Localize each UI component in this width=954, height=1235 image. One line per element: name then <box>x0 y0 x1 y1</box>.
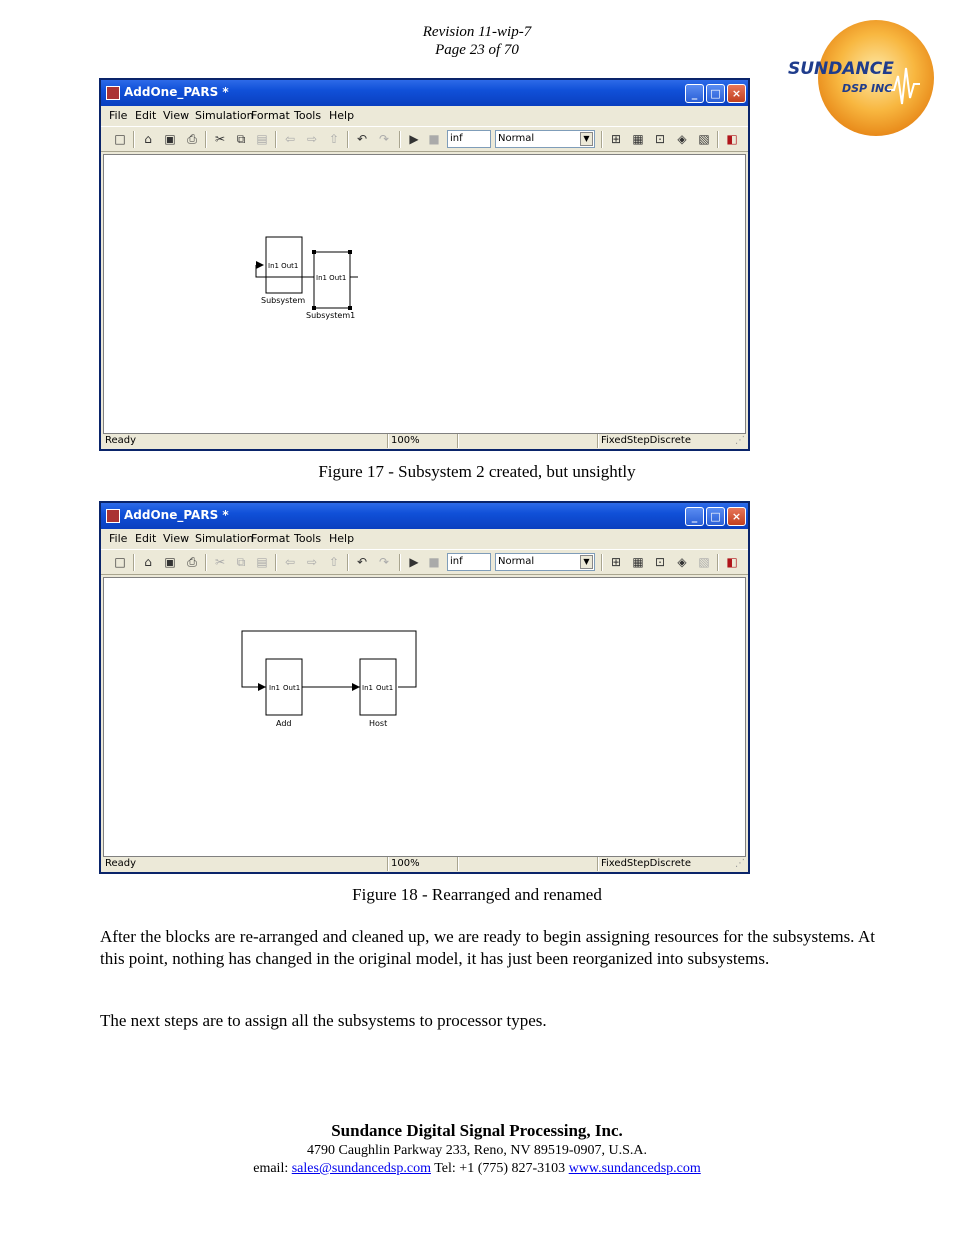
menu-bar <box>101 529 748 549</box>
footer-address: 4790 Caughlin Parkway 233, Reno, NV 89519-0907, U.S.A. <box>306 1143 647 1158</box>
host-name: Host <box>369 719 388 728</box>
menu-format[interactable]: Format <box>251 109 290 122</box>
start-simulation-icon[interactable]: ▶ <box>409 132 419 146</box>
library-browser-icon[interactable]: ▦ <box>632 555 644 569</box>
stop-simulation-icon[interactable]: ■ <box>428 132 440 146</box>
status-solver: FixedStepDiscrete <box>601 858 691 869</box>
menu-edit[interactable]: Edit <box>135 532 157 545</box>
paste-icon[interactable]: ▤ <box>256 555 268 569</box>
subsystem1-ports-label: In1 Out1 <box>316 274 347 282</box>
print-icon[interactable]: ⎙ <box>187 132 197 146</box>
menu-simulation[interactable]: Simulation <box>195 109 254 122</box>
app-icon <box>106 509 120 523</box>
window-title: AddOne_PARS * <box>124 508 229 522</box>
add-name: Add <box>276 719 292 728</box>
status-solver: FixedStepDiscrete <box>601 435 691 446</box>
start-simulation-icon[interactable]: ▶ <box>409 555 419 569</box>
title-bar[interactable] <box>101 503 748 529</box>
simulation-mode-select[interactable] <box>495 130 595 148</box>
model-explorer-icon[interactable]: ⊡ <box>654 132 666 146</box>
debugger-icon[interactable]: ◈ <box>677 555 687 569</box>
undo-icon[interactable]: ↶ <box>356 555 368 569</box>
resize-grip-icon[interactable]: ⋰ <box>735 435 745 446</box>
library-browser-icon[interactable]: ▦ <box>632 132 644 146</box>
copy-icon[interactable]: ⧉ <box>236 132 246 146</box>
redo-icon[interactable]: ↷ <box>378 555 390 569</box>
revision-label: Revision 11-wip-7 <box>422 24 532 40</box>
menu-tools[interactable]: Tools <box>294 532 322 545</box>
forward-icon[interactable]: ⇨ <box>306 555 318 569</box>
menu-simulation[interactable]: Simulation <box>195 532 254 545</box>
model-canvas[interactable] <box>103 577 746 857</box>
minimize-button[interactable]: _ <box>685 84 704 103</box>
sundance-logo <box>786 18 936 142</box>
stop-time-input[interactable]: inf <box>447 553 491 571</box>
simulation-mode-value: Normal <box>498 556 535 567</box>
block-browser-icon[interactable]: ▧ <box>698 132 710 146</box>
subsystem1-name: Subsystem1 <box>306 311 356 320</box>
back-icon[interactable]: ⇦ <box>284 132 296 146</box>
up-icon[interactable]: ⇧ <box>328 132 340 146</box>
save-icon[interactable]: ▣ <box>164 555 176 569</box>
svg-text:SUNDANCE: SUNDANCE <box>788 59 894 79</box>
website-link[interactable]: www.sundancedsp.com <box>568 1161 701 1176</box>
new-file-icon[interactable]: □ <box>114 555 126 569</box>
simulink-window-fig18 <box>99 501 750 874</box>
save-icon[interactable]: ▣ <box>164 132 176 146</box>
footer-company: Sundance Digital Signal Processing, Inc. <box>331 1121 623 1140</box>
paragraph-1: After the blocks are re-arranged and cleaned up, we are ready to begin assigning resources for the subsystems. At this point, nothing has changed in the original model, it has just been reorganized into subsystems. <box>100 927 875 968</box>
debugger-icon[interactable]: ◈ <box>677 132 687 146</box>
host-input-arrow <box>352 683 360 691</box>
status-zoom: 100% <box>391 858 420 869</box>
toggle-icon[interactable]: ◧ <box>726 555 738 569</box>
toolbar <box>101 549 748 575</box>
host-out-label: Out1 <box>376 684 394 692</box>
menu-view[interactable]: View <box>163 109 190 122</box>
figure18-caption: Figure 18 - Rearranged and renamed <box>352 885 602 904</box>
menu-edit[interactable]: Edit <box>135 109 157 122</box>
new-file-icon[interactable]: □ <box>114 132 126 146</box>
up-icon[interactable]: ⇧ <box>328 555 340 569</box>
subsystem-ports-label: In1 Out1 <box>268 262 299 270</box>
back-icon[interactable]: ⇦ <box>284 555 296 569</box>
add-in-label: In1 <box>269 684 280 692</box>
close-button[interactable]: × <box>727 84 746 103</box>
paste-icon[interactable]: ▤ <box>256 132 268 146</box>
open-folder-icon[interactable]: ⌂ <box>144 555 152 569</box>
menu-view[interactable]: View <box>163 532 190 545</box>
stop-simulation-icon[interactable]: ■ <box>428 555 440 569</box>
model-explorer-icon[interactable]: ⊡ <box>654 555 666 569</box>
cut-icon[interactable]: ✂ <box>214 555 226 569</box>
cut-icon[interactable]: ✂ <box>214 132 226 146</box>
model-canvas[interactable] <box>103 154 746 434</box>
footer-contact <box>0 1161 954 1177</box>
status-bar <box>101 433 748 449</box>
menu-format[interactable]: Format <box>251 532 290 545</box>
maximize-button[interactable]: □ <box>706 507 725 526</box>
email-label: email: <box>253 1161 292 1176</box>
close-button[interactable]: × <box>727 507 746 526</box>
app-icon <box>106 86 120 100</box>
page-number: Page 23 of 70 <box>435 42 519 58</box>
simulation-mode-select[interactable] <box>495 553 595 571</box>
redo-icon[interactable]: ↷ <box>378 132 390 146</box>
figure17-caption: Figure 17 - Subsystem 2 created, but unsightly <box>318 462 636 481</box>
title-bar[interactable] <box>101 80 748 106</box>
simulink-window-fig17 <box>99 78 750 451</box>
toolbar <box>101 126 748 152</box>
menu-help[interactable]: Help <box>329 532 355 545</box>
menu-file[interactable]: File <box>109 532 128 545</box>
menu-file[interactable]: File <box>109 109 128 122</box>
paragraph-2: The next steps are to assign all the subsystems to processor types. <box>100 1011 547 1030</box>
block-browser-icon[interactable]: ▧ <box>698 555 710 569</box>
undo-icon[interactable]: ↶ <box>356 132 368 146</box>
host-in-label: In1 <box>362 684 373 692</box>
menu-help[interactable]: Help <box>329 109 355 122</box>
build-icon[interactable]: ⊞ <box>610 132 622 146</box>
email-link[interactable]: sales@sundancedsp.com <box>291 1161 431 1176</box>
status-zoom: 100% <box>391 435 420 446</box>
build-icon[interactable]: ⊞ <box>610 555 622 569</box>
maximize-button[interactable]: □ <box>706 84 725 103</box>
chevron-down-icon[interactable]: ▼ <box>580 555 593 569</box>
subsystem-name: Subsystem <box>261 296 306 305</box>
add-input-arrow <box>258 683 266 691</box>
menu-tools[interactable]: Tools <box>294 109 322 122</box>
menu-bar <box>101 106 748 126</box>
chevron-down-icon[interactable]: ▼ <box>580 132 593 146</box>
status-bar <box>101 856 748 872</box>
input-arrow <box>256 261 264 269</box>
telephone: Tel: +1 (775) 827-3103 <box>430 1161 569 1176</box>
toggle-icon[interactable]: ◧ <box>726 132 738 146</box>
window-title: AddOne_PARS * <box>124 85 229 99</box>
status-ready: Ready <box>105 435 137 446</box>
copy-icon[interactable]: ⧉ <box>236 555 246 569</box>
status-ready: Ready <box>105 858 137 869</box>
simulation-mode-value: Normal <box>498 133 535 144</box>
print-icon[interactable]: ⎙ <box>187 555 197 569</box>
svg-text:DSP INC: DSP INC <box>842 82 893 95</box>
forward-icon[interactable]: ⇨ <box>306 132 318 146</box>
add-out-label: Out1 <box>283 684 301 692</box>
minimize-button[interactable]: _ <box>685 507 704 526</box>
stop-time-input[interactable]: inf <box>447 130 491 148</box>
open-folder-icon[interactable]: ⌂ <box>144 132 152 146</box>
resize-grip-icon[interactable]: ⋰ <box>735 858 745 869</box>
